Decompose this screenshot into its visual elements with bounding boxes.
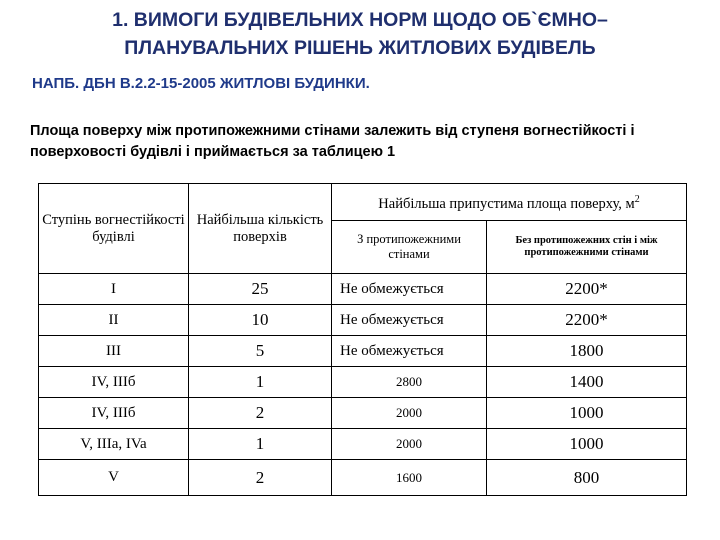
cell-with-walls: Не обмежується [332,305,487,336]
table-row [39,367,687,398]
header-max-area-text: Найбільша припустима площа поверху, м [378,195,635,212]
table-row [39,305,687,336]
cell-floors: 5 [189,336,332,367]
cell-with-walls: 1600 [332,460,487,496]
table-row [39,398,687,429]
cell-floors: 10 [189,305,332,336]
header-max-area [332,184,687,221]
cell-floors: 2 [189,398,332,429]
cell-degree: V, ІІІа, IVa [39,429,189,460]
cell-degree: І [39,274,189,305]
header-floors: Найбільша кількість поверхів [189,184,332,274]
cell-degree: IV, ІІІб [39,398,189,429]
table-row [39,429,687,460]
cell-degree: V [39,460,189,496]
header-area-unit-sup: 2 [634,194,640,206]
cell-with-walls: 2000 [332,429,487,460]
cell-without-walls: 2200* [487,305,687,336]
cell-floors: 25 [189,274,332,305]
page-title-line-1: 1. ВИМОГИ БУДІВЕЛЬНИХ НОРМ ЩОДО ОБ`ЄМНО– [112,9,608,31]
cell-floors: 1 [189,429,332,460]
cell-without-walls: 1000 [487,398,687,429]
cell-degree: ІІІ [39,336,189,367]
cell-with-walls: Не обмежується [332,274,487,305]
cell-degree: IV, ІІІб [39,367,189,398]
cell-floors: 1 [189,367,332,398]
cell-with-walls: Не обмежується [332,336,487,367]
header-without-walls: Без протипожежних стін і між протипожежними стінами [487,221,687,274]
cell-degree: ІІ [39,305,189,336]
table-row [39,274,687,305]
cell-without-walls: 800 [487,460,687,496]
header-with-walls: З протипожежними стінами [332,221,487,274]
cell-floors: 2 [189,460,332,496]
table-row [39,336,687,367]
cell-with-walls: 2000 [332,398,487,429]
standard-reference: НАПБ. ДБН В.2.2-15-2005 ЖИТЛОВІ БУДИНКИ. [32,75,370,92]
cell-without-walls: 1000 [487,429,687,460]
table-row [39,460,687,496]
page-title-line-2: ПЛАНУВАЛЬНИХ РІШЕНЬ ЖИТЛОВИХ БУДІВЕЛЬ [124,37,596,59]
cell-without-walls: 1400 [487,367,687,398]
cell-without-walls: 1800 [487,336,687,367]
cell-with-walls: 2800 [332,367,487,398]
cell-without-walls: 2200* [487,274,687,305]
fire-resistance-table [38,183,687,496]
page-title [0,6,720,62]
header-degree: Ступінь вогнестійкості будівлі [39,184,189,274]
intro-paragraph: Площа поверху між протипожежними стінами залежить від ступеня вогнестійкості і поверховості будівлі і приймається за таблицею 1 [30,123,635,160]
